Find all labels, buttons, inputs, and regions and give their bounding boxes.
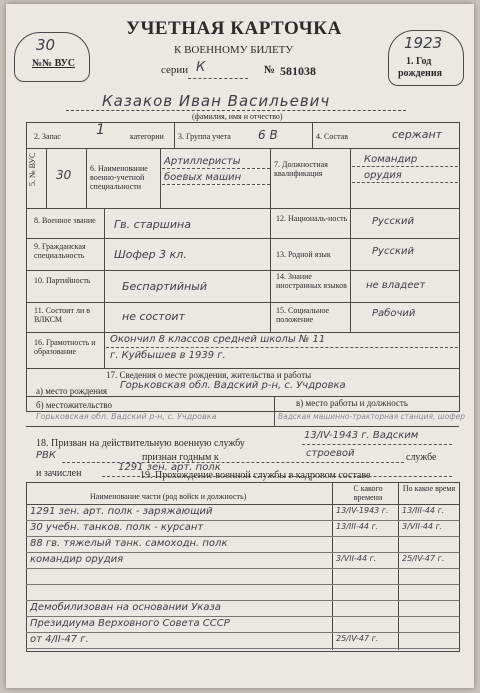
- series-value: К: [196, 60, 206, 75]
- table-cell-unit: 1291 зен. арт. полк - заряжающий: [30, 506, 213, 517]
- education-label: 16. Грамотность и образование: [34, 338, 96, 356]
- table-row-line: [26, 584, 459, 585]
- table-cell-from: 13/IV-1943 г.: [336, 506, 389, 515]
- section19-title: 19. Прохождение военной службы в кадровом составе: [140, 470, 371, 481]
- fit-suffix: службе: [406, 452, 437, 463]
- section17-title: 17. Сведения о месте рождения, жительства и работы: [106, 370, 312, 380]
- post-value-2: орудия: [364, 170, 402, 181]
- vus-value: 30: [56, 168, 72, 182]
- birth-year-label-num: 1. Год: [406, 56, 432, 67]
- group-value: 6 В: [258, 128, 278, 142]
- post-label: 7. Должностная квалификация: [274, 160, 328, 178]
- language-label: 13. Родной язык: [276, 250, 331, 259]
- table-row-line: [26, 552, 459, 553]
- table-cell-from: 25/IV-47 г.: [336, 634, 379, 643]
- rank-label: 8. Военное звание: [34, 216, 96, 225]
- number-label: №: [264, 64, 276, 76]
- enlisted-value: 1291 зен. арт. полк: [118, 462, 221, 473]
- vlksm-label: 11. Состоит ли в ВЛКСМ: [34, 306, 91, 324]
- spec-value-2: боевых машин: [164, 172, 242, 183]
- reserve-label: 2. Запас: [34, 132, 61, 141]
- birth-year-frame: [388, 30, 464, 86]
- residence-value: Горьковская обл. Вадский р-н, с. Учдровка: [36, 412, 217, 421]
- rank-value: Гв. старшина: [114, 218, 191, 231]
- work-label: в) место работы и должность: [296, 398, 408, 408]
- card-title: УЧЕТНАЯ КАРТОЧКА: [126, 18, 342, 39]
- group-label: 3. Группа учета: [178, 132, 231, 141]
- number-value: 581038: [280, 64, 316, 78]
- post-value-1: Командир: [364, 154, 418, 165]
- col-to-header: По какое время: [402, 484, 456, 493]
- called-value: 13/IV-1943 г. Вадским: [304, 430, 419, 441]
- party-value: Беспартийный: [122, 280, 208, 293]
- language-value: Русский: [372, 246, 414, 257]
- nationality-value: Русский: [372, 216, 414, 227]
- vlksm-value: не состоит: [122, 310, 185, 323]
- birth-year-value: 1923: [404, 34, 443, 52]
- social-label: 15. Социальное положение: [276, 306, 330, 324]
- spec-value-1: Артиллеристы: [164, 156, 241, 167]
- table-cell-from: 3/VII-44 г.: [336, 554, 377, 563]
- birthplace-value: Горьковская обл. Вадский р-н, с. Учдровка: [120, 380, 346, 391]
- party-label: 10. Партийность: [34, 276, 91, 285]
- table-cell-from: 13/III-44 г.: [336, 522, 379, 531]
- registration-card: [6, 4, 474, 688]
- foreign-lang-value: не владеет: [366, 280, 426, 291]
- birthplace-label: а) место рождения: [36, 386, 108, 396]
- name-caption: (фамилия, имя и отчество): [192, 112, 283, 121]
- table-row-line: [26, 520, 459, 521]
- card-subtitle: К ВОЕННОМУ БИЛЕТУ: [174, 44, 294, 56]
- table-row-line: [26, 568, 459, 569]
- birth-year-label: рождения: [398, 68, 442, 79]
- vus-label: 5. № ВУС: [28, 152, 37, 186]
- full-name: Казаков Иван Васильевич: [102, 92, 331, 110]
- enlisted-label: и зачислен: [36, 468, 82, 479]
- vus-box-frame: [14, 32, 90, 82]
- residence-label: б) местожительство: [36, 400, 112, 410]
- fit-value: строевой: [306, 448, 355, 459]
- category-label: категории: [130, 132, 164, 141]
- table-row-line: [26, 536, 459, 537]
- called-label: 18. Призван на действительную военную службу: [36, 438, 245, 449]
- col-from-header: С какого времени: [353, 484, 383, 502]
- nationality-label: 12. Националь-ность: [276, 214, 348, 223]
- table-cell-unit: командир орудия: [30, 554, 124, 565]
- table-cell-unit: 30 учебн. танков. полк - курсант: [30, 522, 204, 533]
- table-cell-unit: 88 гв. тяжелый танк. самоходн. полк: [30, 538, 228, 549]
- table-cell-unit: Президиума Верховного Совета СССР: [30, 618, 230, 629]
- table-cell-to: 3/VII-44 г.: [402, 522, 443, 531]
- series-label: серии: [161, 64, 189, 76]
- spec-label: 6. Наименование военно-учетной специальности: [90, 164, 148, 191]
- civil-spec-label: 9. Гражданская специальность: [34, 242, 86, 260]
- vus-box-value: 30: [36, 36, 56, 54]
- education-value-1: Окончил 8 классов средней школы № 11: [110, 334, 326, 345]
- table-cell-to: 25/IV-47 г.: [402, 554, 445, 563]
- foreign-lang-label: 14. Знание иностранных языков: [276, 272, 347, 290]
- vus-box-label: №№ ВУС: [32, 58, 76, 69]
- rvk-prefix: РВК: [36, 450, 56, 461]
- composition-label: 4. Состав: [316, 132, 349, 141]
- social-value: Рабочий: [372, 308, 416, 319]
- work-value: Вадская машинно-тракторная станция, шофер: [278, 412, 466, 421]
- civil-spec-value: Шофер 3 кл.: [114, 248, 187, 261]
- table-cell-unit: от 4/II-47 г.: [30, 634, 89, 645]
- education-value-2: г. Куйбышев в 1939 г.: [110, 350, 226, 361]
- reserve-value: 1: [96, 122, 105, 138]
- table-row-line: [26, 648, 459, 649]
- composition-value: сержант: [392, 128, 443, 141]
- table-row-line: [26, 616, 459, 617]
- table-row-line: [26, 632, 459, 633]
- table-row-line: [26, 600, 459, 601]
- fit-label: признан годным к: [142, 452, 219, 463]
- table-cell-to: 13/III-44 г.: [402, 506, 445, 515]
- col-unit-header: Наименование части (род войск и должность): [90, 492, 247, 501]
- table-cell-unit: Демобилизован на основании Указа: [30, 602, 221, 613]
